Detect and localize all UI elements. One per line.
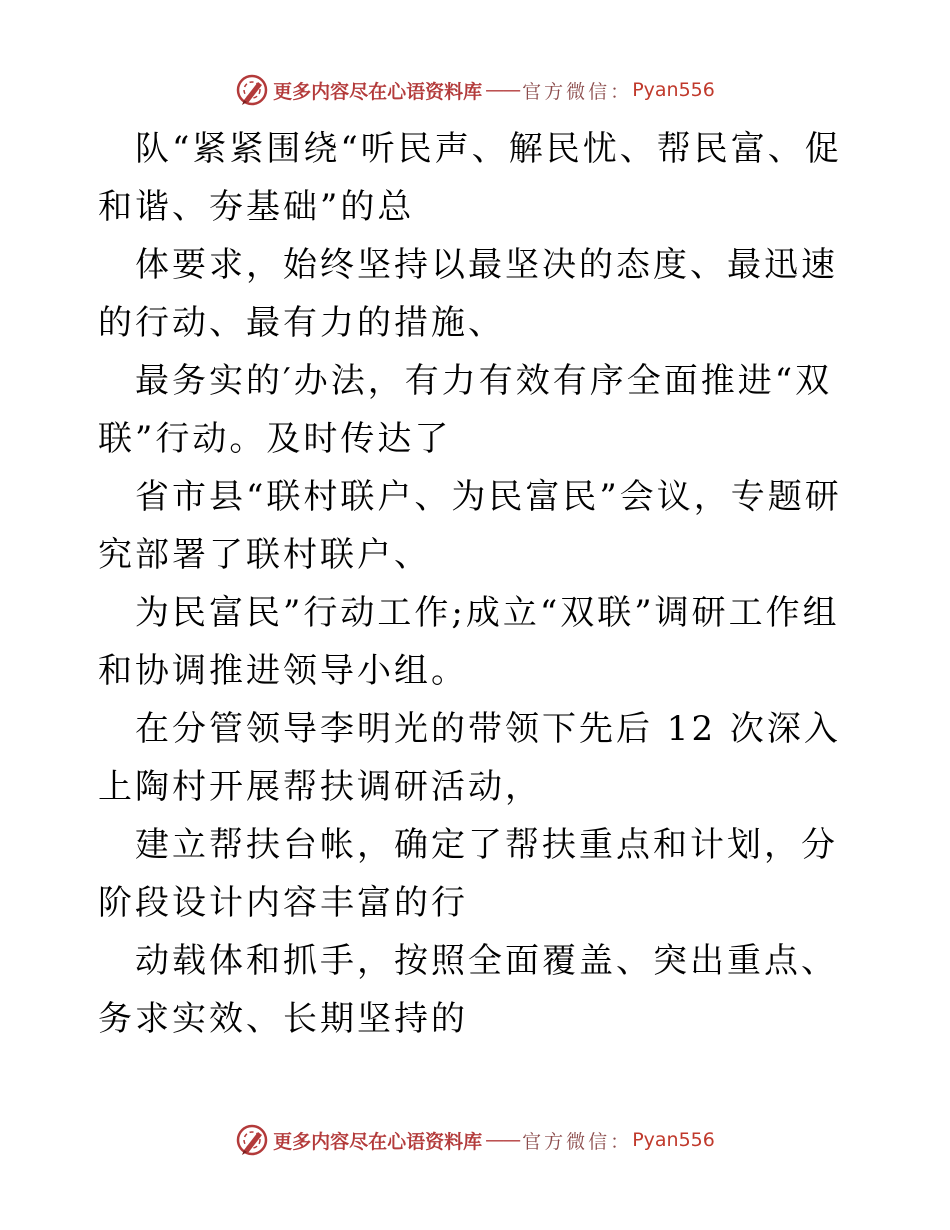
header-site-label: 更多内容尽在心语资料库: [273, 80, 483, 103]
paragraph: 最务实的′办法，有力有效有序全面推进“双联”行动。及时传达了: [98, 361, 833, 459]
footer-wechat-label: 官方微信：: [522, 1130, 633, 1153]
paragraph: 队“紧紧围绕“听民声、解民忧、帮民富、促和谐、夯基础”的总: [98, 129, 842, 227]
header-dash: ——: [485, 79, 520, 101]
paragraph: 在分管领导李明光的带领下先后 12 次深入上陶村开展帮扶调研活动，: [98, 709, 841, 807]
header-watermark: [0, 70, 950, 110]
paragraph: 省市县“联村联户、为民富民”会议，专题研究部署了联村联户、: [98, 477, 842, 575]
header-wechat-label: 官方微信：: [522, 80, 633, 103]
footer-wechat-handle: Pyan556: [632, 1129, 715, 1151]
header-wechat-handle: Pyan556: [632, 79, 715, 101]
paragraph: 建立帮扶台帐，确定了帮扶重点和计划，分阶段设计内容丰富的行: [98, 825, 838, 923]
paragraph: 动载体和抓手，按照全面覆盖、突出重点、务求实效、长期坚持的: [98, 941, 838, 1039]
footer-site-label: 更多内容尽在心语资料库: [273, 1130, 483, 1153]
pen-logo-icon: [235, 1123, 269, 1157]
footer-dash: ——: [485, 1129, 520, 1151]
paragraph: 为民富民”行动工作;成立“双联”调研工作组和协调推进领导小组。: [98, 593, 840, 691]
footer-watermark: [0, 1120, 950, 1160]
paragraph: 体要求，始终坚持以最坚决的态度、最迅速的行动、最有力的措施、: [98, 245, 838, 343]
document-body: [98, 120, 858, 1048]
pen-logo-icon: [235, 73, 269, 107]
